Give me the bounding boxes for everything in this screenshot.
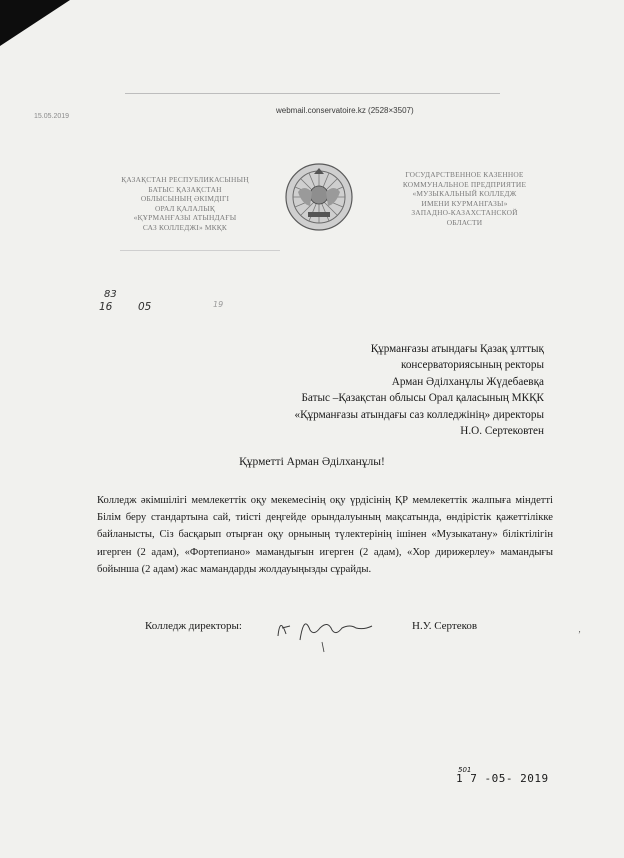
org-line: «ҚҰРМАНҒАЗЫ АТЫНДАҒЫ [133,213,237,223]
addressee-line: консерваториясының ректоры [400,359,544,372]
header-rule [125,93,500,94]
signature-label: Колледж директоры: [145,620,242,632]
margin-mark: ‚ [578,624,581,634]
org-line: ГОСУДАРСТВЕННОЕ КАЗЕННОЕ [405,170,524,179]
org-line: КОММУНАЛЬНОЕ ПРЕДПРИЯТИЕ [402,179,527,189]
scan-corner-mark [0,0,70,50]
letterhead-left-org [110,175,260,233]
org-line: ҚАЗАҚСТАН РЕСПУБЛИКАСЫНЫҢ [121,175,249,184]
org-line: ЗАПАДНО-КАЗАХСТАНСКОЙ [411,208,518,218]
outgoing-day: 16 [99,301,113,313]
letter-body: Колледж әкімшілігі мемлекеттік оқу мекемесінің оқу үрдісінің ҚР мемлекеттік жалпыға міндетті Білім беру стандартына сай, тиісті деңгейде орындалуының мақсатында, өндірістік қажеттілікке байланысты, Сіз басқарып отырған оқу орнының түлектерінің ішінен «Музыкатану» біліктілігін игерген (2 адам), «Фортепиано» мамандығын игерген (2 адам), «Хор дирижерлеу» мамандығы бойынша (2 адам) жас мамандарды жолдауыңызды сұрайды. [97,495,553,575]
signatory-name: Н.У. Сертеков [412,620,478,632]
letterhead-divider [120,250,280,251]
outgoing-month: 05 [138,301,152,313]
addressee-line: Құрманғазы атындағы Қазақ ұлттық [370,343,544,355]
addressee-block [295,341,545,439]
registration-date: 1 7 -05- 2019 [456,772,549,785]
org-line: ИМЕНИ КУРМАНГАЗЫ» [421,198,508,208]
org-line: ОБЛЫСЫНЫҢ ӘКІМДІГІ [140,194,230,204]
org-line: САЗ КОЛЛЕДЖІ» МКҚК [142,222,228,232]
handwritten-signature [270,606,380,656]
addressee-line: Н.О. Сертековтен [460,425,544,438]
outgoing-number: 83 [104,289,117,300]
outgoing-year: 19 [213,300,224,309]
org-line: ОБЛАСТИ [446,217,483,227]
state-emblem-icon [284,162,354,232]
org-line: ОРАЛ ҚАЛАЛЫҚ [154,203,216,213]
addressee-line: «Құрманғазы атындағы саз колледжінің» директоры [294,408,544,421]
source-url: webmail.conservatoire.kz (2528×3507) [276,106,414,115]
addressee-line: Батыс –Қазақстан облысы Орал қаласының МКҚК [301,392,544,405]
print-date: 15.05.2019 [34,113,70,120]
org-line: БАТЫС ҚАЗАҚСТАН [148,184,222,194]
salutation: Құрметті Арман Әділханұлы! [239,456,385,468]
addressee-line: Арман Әділханұлы Жүдебаевқа [391,375,544,388]
org-line: «МУЗЫКАЛЬНЫЙ КОЛЛЕДЖ [412,189,517,199]
letterhead-right-org [382,170,547,228]
registration-number: 501 [458,766,472,774]
